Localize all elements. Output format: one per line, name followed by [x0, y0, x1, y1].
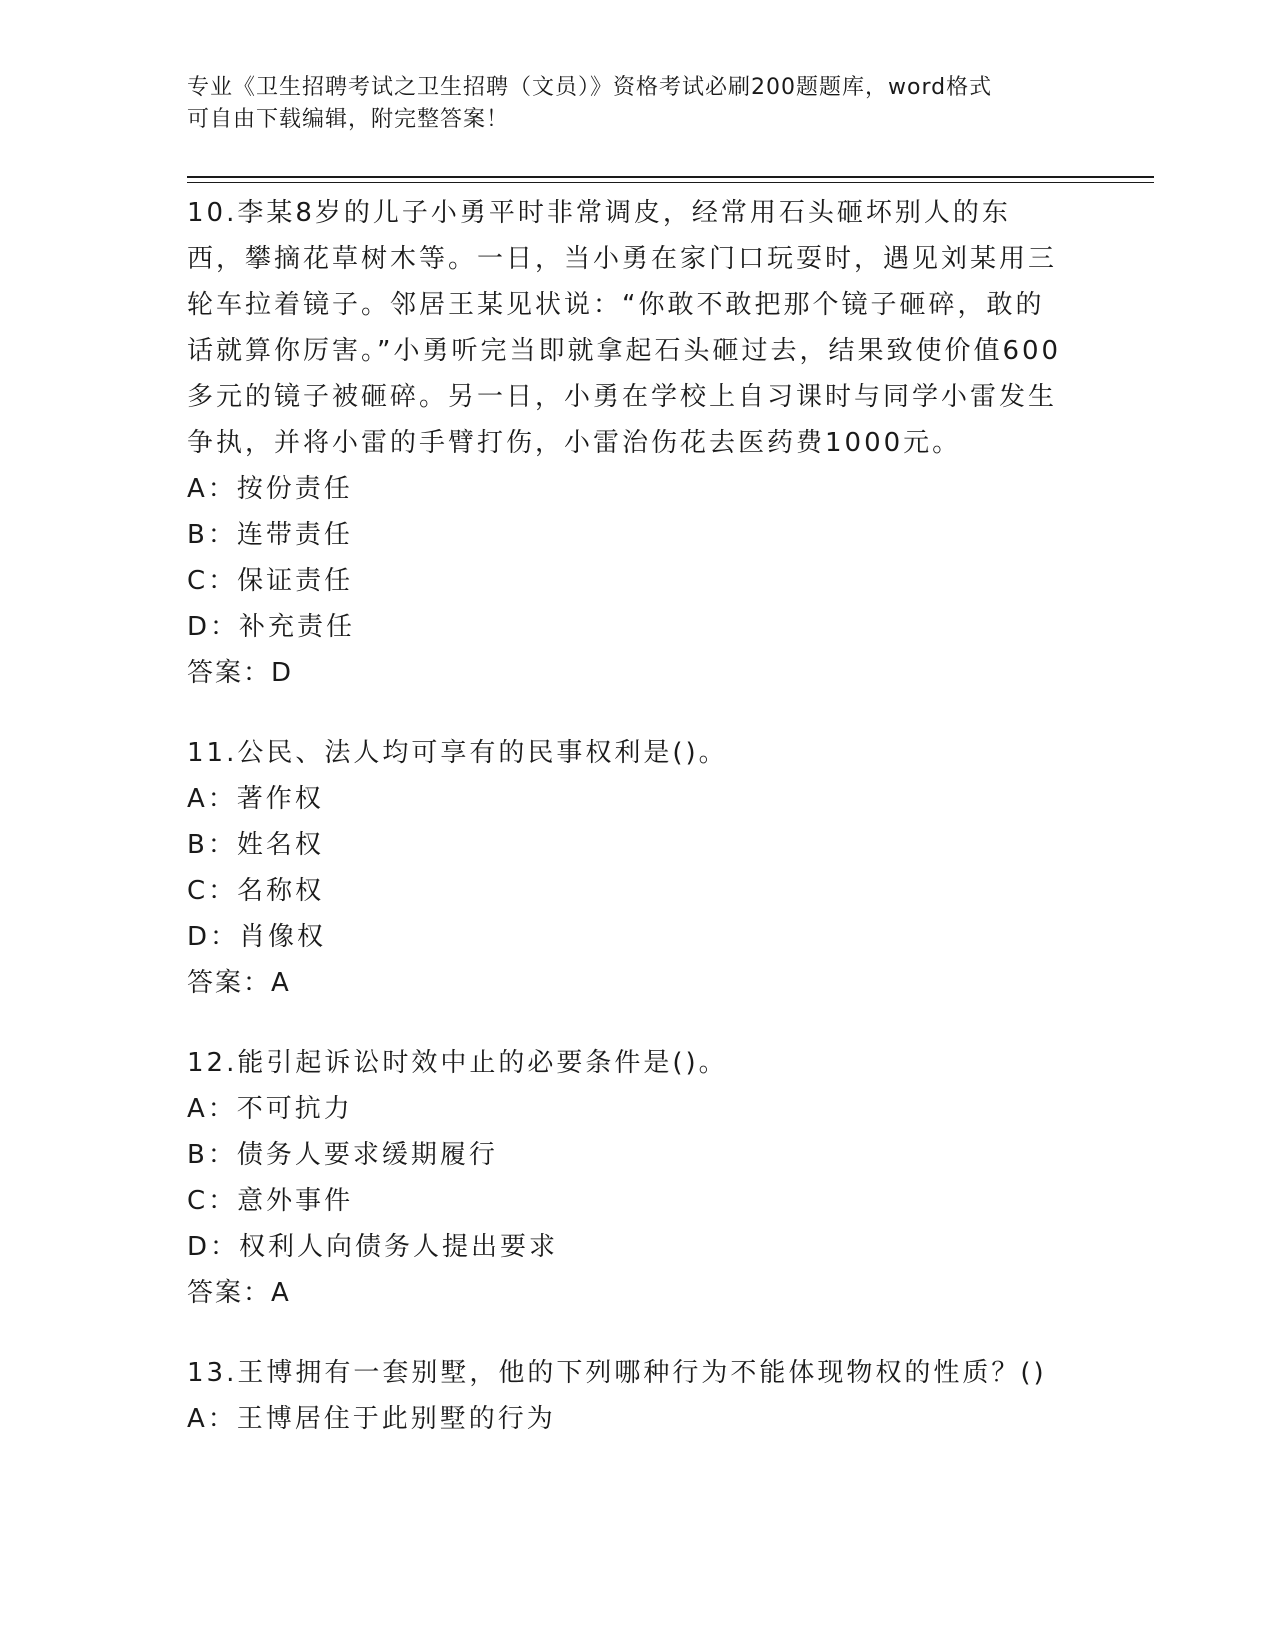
answer-line: 答案：D: [187, 658, 294, 688]
option-a: A：著作权: [187, 784, 324, 814]
header-divider-thick: [187, 176, 1154, 178]
answer-line: 答案：A: [187, 968, 291, 998]
option-d: D：肖像权: [187, 922, 327, 952]
question-list: [187, 190, 1067, 1442]
question-text: 11.公民、法人均可享有的民事权利是()。: [187, 738, 728, 768]
question-text: 12.能引起诉讼时效中止的必要条件是()。: [187, 1048, 728, 1078]
question-spacer: [187, 1006, 1067, 1040]
option-c: C：名称权: [187, 876, 325, 906]
option-a: A：不可抗力: [187, 1094, 353, 1124]
question-spacer: [187, 696, 1067, 730]
question-12: [187, 1040, 1067, 1316]
option-a: A：按份责任: [187, 474, 353, 504]
question-spacer: [187, 1316, 1067, 1350]
header-line-2: 可自由下载编辑，附完整答案！: [187, 107, 510, 132]
header-divider-thin: [187, 182, 1154, 183]
option-b: B：姓名权: [187, 830, 324, 860]
question-text: 13.王博拥有一套别墅，他的下列哪种行为不能体现物权的性质？(): [187, 1358, 1047, 1388]
answer-line: 答案：A: [187, 1278, 291, 1308]
header-line-1: 专业《卫生招聘考试之卫生招聘（文员）》资格考试必刷200题题库，word格式: [187, 75, 993, 100]
option-b: B：债务人要求缓期履行: [187, 1140, 498, 1170]
option-c: C：意外事件: [187, 1186, 354, 1216]
option-d: D：补充责任: [187, 612, 356, 642]
question-11: [187, 730, 1067, 1006]
document-header: [187, 72, 1067, 136]
question-13: [187, 1350, 1067, 1442]
option-c: C：保证责任: [187, 566, 354, 596]
option-d: D：权利人向债务人提出要求: [187, 1232, 559, 1262]
option-b: B：连带责任: [187, 520, 353, 550]
question-text: 10.李某8岁的儿子小勇平时非常调皮，经常用石头砸坏别人的东西，攀摘花草树木等。一日，当小勇在家门口玩耍时，遇见刘某用三轮车拉着镜子。邻居王某见状说：“你敢不敢把那个镜子砸碎，敢的话就算你厉害。”小勇听完当即就拿起石头砸过去，结果致使价值600多元的镜子被砸碎。另一日，小勇在学校上自习课时与同学小雷发生争执，并将小雷的手臂打伤，小雷治伤花去医药费1000元。: [187, 198, 1062, 458]
option-a: A：王博居住于此别墅的行为: [187, 1404, 556, 1434]
question-10: [187, 190, 1067, 696]
